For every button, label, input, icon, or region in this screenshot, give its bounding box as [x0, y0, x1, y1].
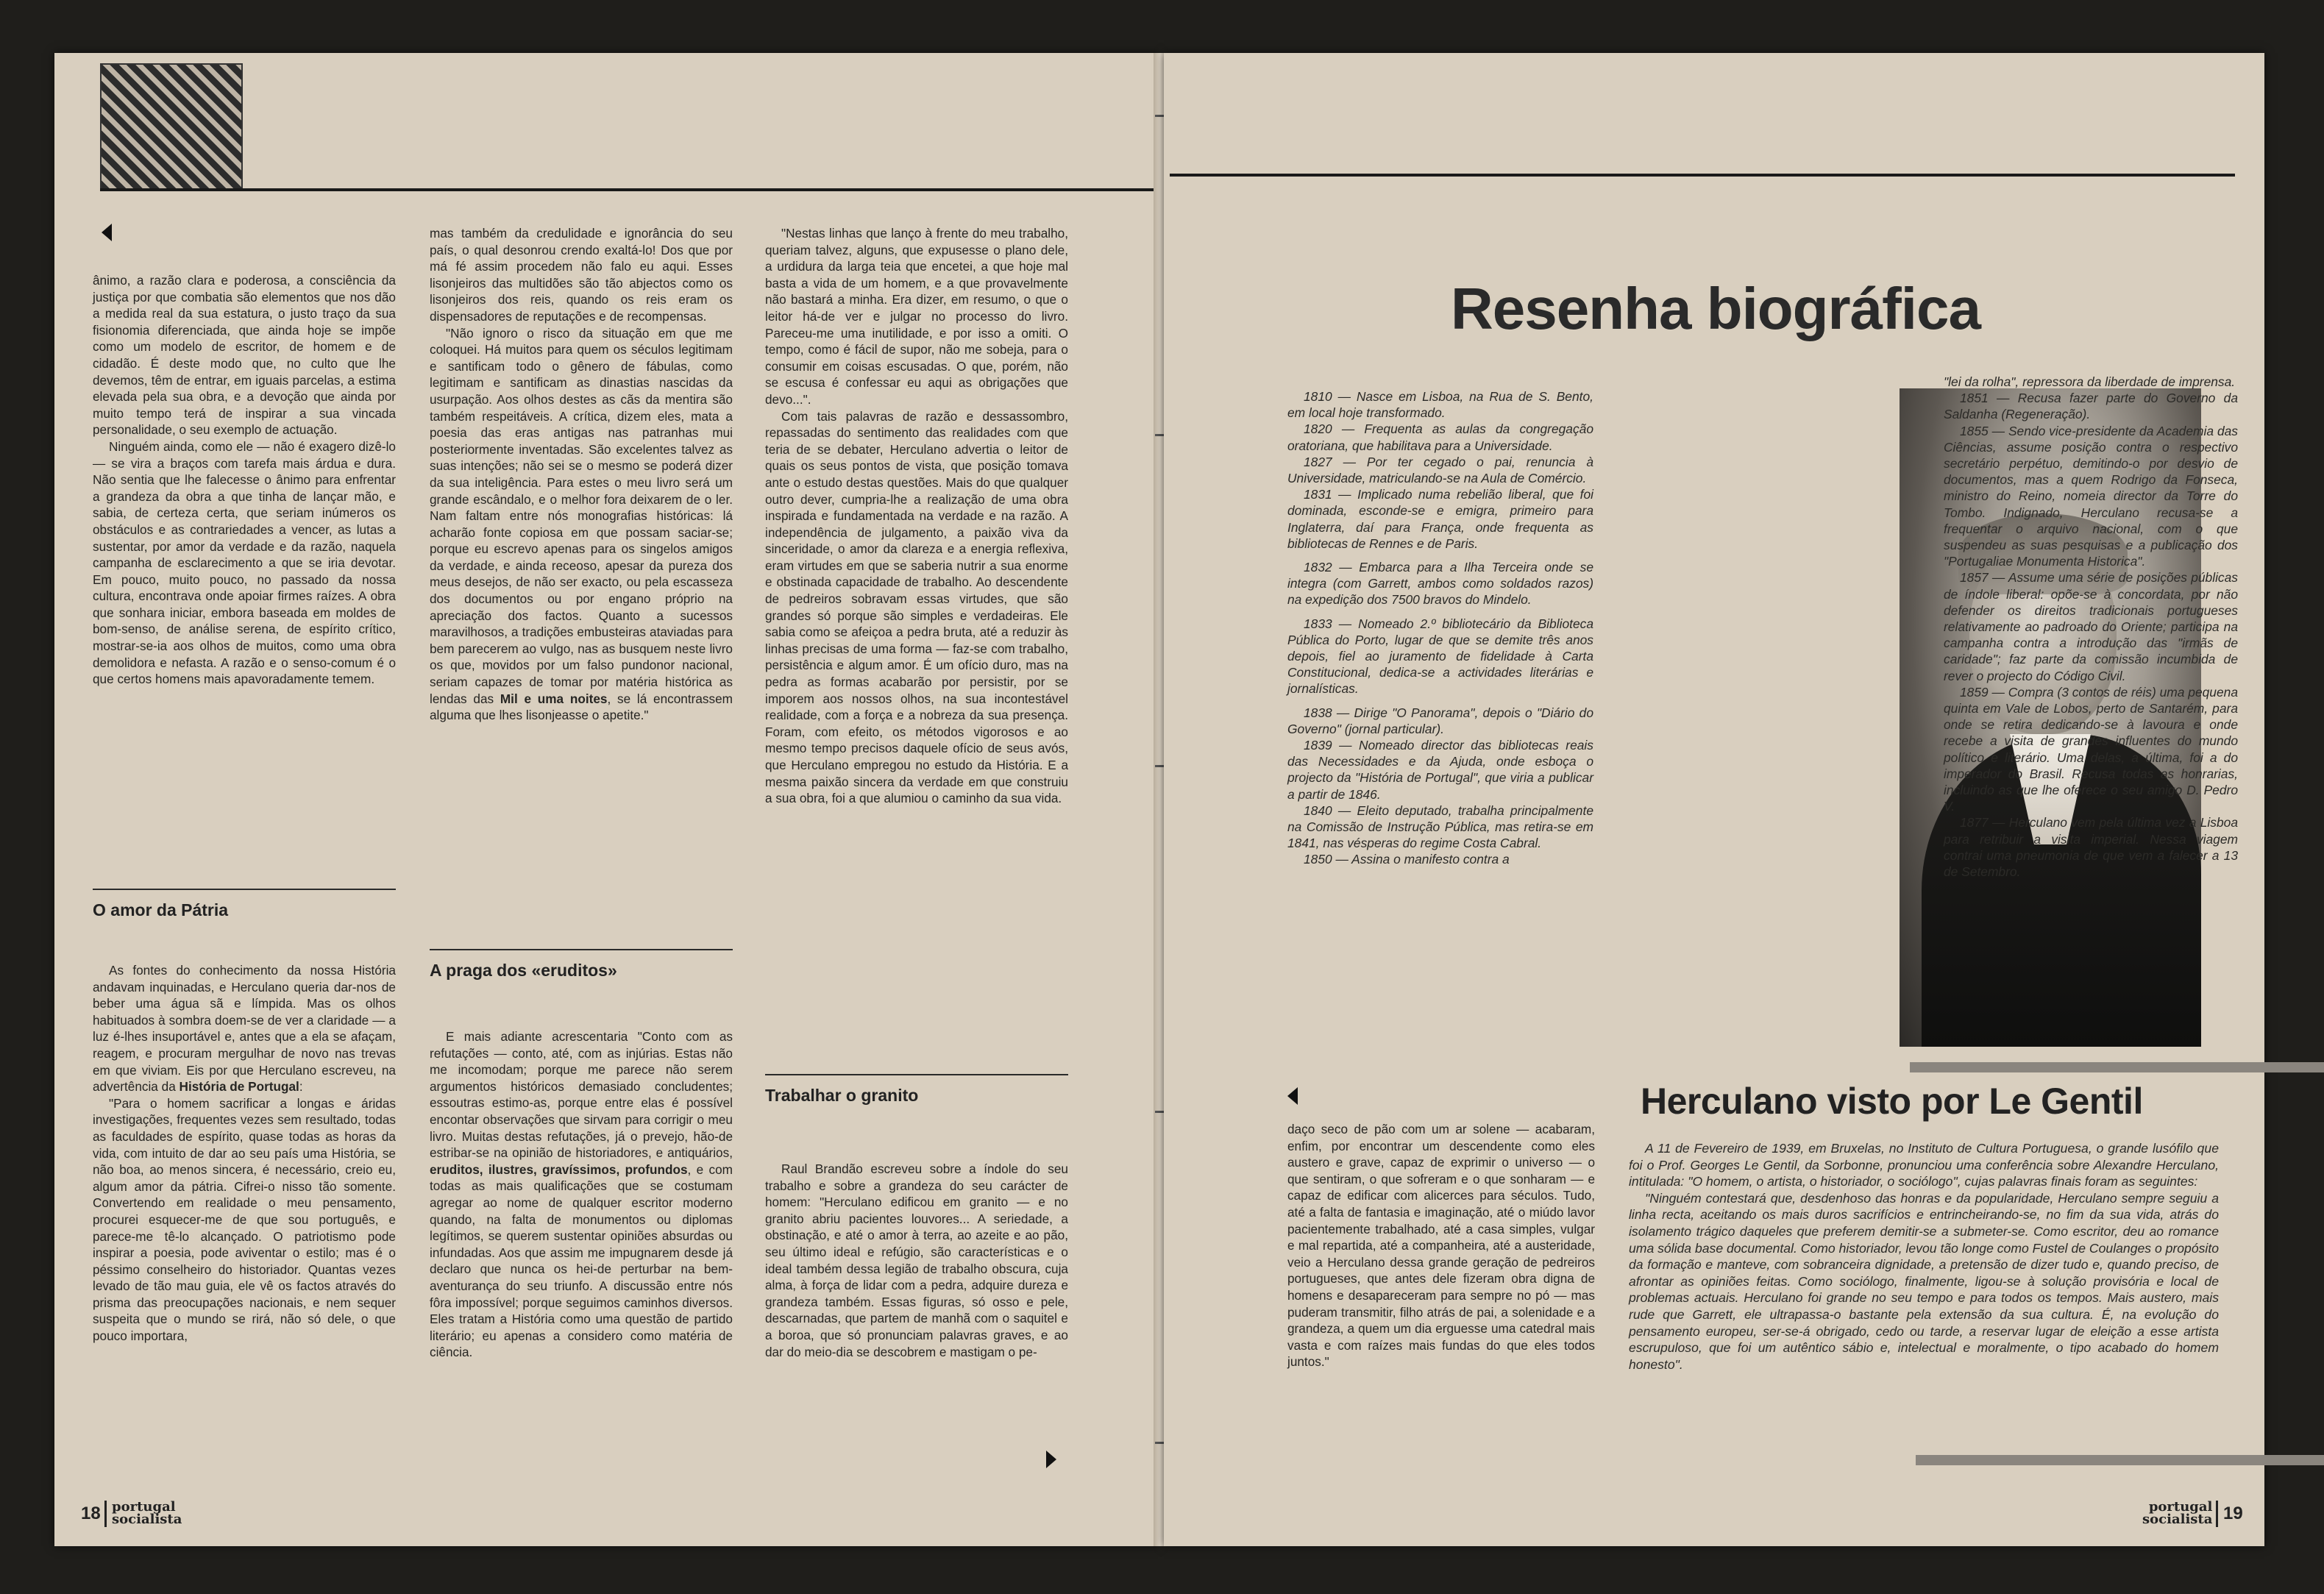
- col2-paragraph: E mais adiante acrescentaria "Conto com as refutações — conto, até, com as injúrias. Estas não me incomodam; porque me parece não serem argumentos históricos demasiado concludentes; essoutras estimo-as, porque entre elas é possível encontar observações que sirvam para corrigir o meu livro. Muitas destas refutações, já o prevejo, hão-de estribar-se na opinião de historiadores, e antiquários, eruditos, ilustres, gravíssimos, profundos, e com todas as mais qualificações que se costumam agregar ao nome de qualquer escritor moderno quando, na falta de monumentos ou diplomas legítimos, se querem sustentar opiniões absurdas ou infundadas. Aos que assim me impugnarem desde já declaro que nunca os hei-de perturbar na bem-aventurança do seu triunfo. A discussão entre nós fôra impossível; porque seguimos caminhos diversos. Eles tratam a História como uma questão de partido literário; eu apenas a considero como matéria de ciência.: [430, 1029, 733, 1360]
- bio-column-1: [1287, 388, 1593, 868]
- bio-entry: 1833 — Nomeado 2.º bibliotecário da Biblioteca Pública do Porto, lugar de que se demite três anos depois, fiel ao juramento de fidelidade à Carta Constitucional, dedica-se a actividades literárias e jornalísticas.: [1287, 616, 1593, 697]
- section-bar: [1910, 1062, 2324, 1072]
- column-3: [765, 225, 1068, 807]
- column-3b: [765, 1161, 1068, 1360]
- bio-entry: 1827 — Por ter cegado o pai, renuncia à Universidade, matriculando-se na Aula de Comércio.: [1287, 454, 1593, 486]
- col2-paragraph: mas também da credulidade e ignorância do seu país, o qual desonrou crendo exaltá-lo! Dos que por má fé assim procedem não falo eu aqui. Esses lisonjeiros das multidões são tão abjectos como os lisonjeiros dos reis, quando os reis eram os dispensadores de reputações e de recompensas.: [430, 226, 733, 324]
- left-page: [54, 53, 1158, 1546]
- le-gentil-text: [1629, 1140, 2219, 1373]
- bio-entry: 1840 — Eleito deputado, trabalha principalmente na Comissão de Instrução Pública, mas retira-se em 1841, nas vésperas do regime Costa Cabral.: [1287, 803, 1593, 851]
- le-gentil-paragraph: "Ninguém contestará que, desdenhoso das honras e da popularidade, Herculano sempre seguiu a linha recta, aceitando os mais duros sacrifícios e entrincheirando-se, no fim da sua vida, atrás do isolamento trágico daqueles que preferem demitir-se a submeter-se. Como escritor, deu ao romance uma sólida base documental. Como historiador, levou tão longe como Fustel de Coulanges o propósito da formação e manteve, com sobranceira dignidade, a pretensão de dizer tudo e, quando preciso, de afrontar as opiniões feitas. Como sociólogo, finalmente, ligou-se à solução provisória e local de problemas actuais. Herculano foi grande no seu tempo e para todos os tempos. Mais austero, mais rude que Garrett, ele ultrapassa-o bastante pela extensão da sua cultura. É, na evolução do pensamento europeu, ser-se-á obrigado, cedo ou tarde, a reservar lugar de eleição a esse artista escrupuloso, que foi um autêntico sábio e, intelectual e moralmente, o tipo acabado do homem honesto".: [1629, 1190, 2219, 1372]
- bio-column-2: [1944, 374, 2238, 880]
- page-title: Resenha biográfica: [1451, 276, 1981, 341]
- col1-paragraph: "Para o homem sacrificar a longas e áridas investigações, frequentes vezes sem resultado, todas as faculdades de espírito, quase todas as horas da vida, com intuito de dar ao seu país uma História, se não boa, ao menos sincera, é necessário, creio eu, algum amor da pátria. Cifrei-o nisso tão somente. Convertendo em realidade o meu pensamento, procurei esquecer-me de que sou português, e parece-me tê-lo alcançado. O patriotismo pode inspirar a poesia, pode aviventar o estilo; mas é o péssimo conselheiro do historiador. Quantas vezes levado de tão mau guia, ele vê os factos através do prisma das preocupações nacionais, e nem sequer suspeita que o mundo se rirá, não só dele, o que pouco importara,: [93, 1095, 396, 1344]
- folio-divider: [104, 1501, 107, 1527]
- bio-entry: 1810 — Nasce em Lisboa, na Rua de S. Bento, em local hoje transformado.: [1287, 389, 1593, 421]
- continued-paragraph: daço seco de pão com um ar solene — acabaram, enfim, por encontrar um descendente como eles austero e grave, capaz de exprimir o universo — o que sentiram, o que sofreram e o que sonharam — e capaz de edificar com alicerces para séculos. Tudo, até a falta de fantasia e imaginação, até o miúdo lavor pacientemente trabalhado, até a casa simples, vulgar e mal repartida, até a companheira, até a austeridade, veio a Herculano dessa grande geração de pedreiros portugueses, que antes dele fizeram obra digna de homens e desapareceram para sempre no pó — mas puderam transmitir, filho atrás de pai, a solenidade e a grandeza, a quem um dia erguesse uma catedral mais vasta e com raízes mais fundas do que eles todos juntos.": [1287, 1122, 1595, 1370]
- bio-entry: 1859 — Compra (3 contos de réis) uma pequena quinta em Vale de Lobos, perto de Santarém, para onde se retira dedicando-se à lavoura e onde recebe a visita de grandes influentes do mundo político e literário. Uma delas, a última, foi a do imperador do Brasil. Recusa todas as honrarias, incluindo as que lhe oferece o seu amigo D. Pedro V.: [1944, 684, 2238, 814]
- col3-paragraph: "Nestas linhas que lanço à frente do meu trabalho, queriam talvez, alguns, que expusesse o plano dele, a urdidura da larga teia que encetei, a que hoje mal basta a vida de um homem, e a que provavelmente não bastará a minha. Era dizer, em resumo, o que o leitor há-de ver e julgar no processo do livro. Pareceu-me uma inutilidade, e por isso a omiti. O tempo, como é fácil de supor, não me sobeja, para o consumir em coisas escusadas. O que, porém, não se escusa é confessar eu aqui as obrigações que devo...".: [765, 226, 1068, 407]
- bio-entry: 1850 — Assina o manifesto contra a: [1304, 852, 1510, 867]
- publication-logo: portugal socialista: [112, 1499, 182, 1527]
- section-heading-trabalhar-granito: Trabalhar o granito: [765, 1086, 919, 1105]
- page-number: 19: [2223, 1504, 2243, 1523]
- page-number: 18: [81, 1504, 101, 1523]
- le-gentil-paragraph: A 11 de Fevereiro de 1939, em Bruxelas, no Instituto de Cultura Portuguesa, o grande lusófilo que foi o Prof. Georges Le Gentil, da Sorbonne, pronunciou uma conferência sobre Alexandre Herculano, intitulada: "O homem, o artista, o historiador, o sociólogo", cujas palavras finais foram as seguintes:: [1629, 1141, 2219, 1189]
- bio-entry: 1851 — Recusa fazer parte do Governo da Saldanha (Regeneração).: [1944, 391, 2238, 422]
- continuation-arrow-icon: [1287, 1087, 1298, 1105]
- column-2b: [430, 1028, 733, 1361]
- bio-entry: 1820 — Frequenta as aulas da congregação oratoriana, que habilitava para a Universidade.: [1287, 421, 1593, 453]
- photo-collage: [100, 63, 243, 191]
- col1-paragraph: As fontes do conhecimento da nossa História andavam inquinadas, e Herculano queria dar-nos de beber uma água sã e límpida. Mas os olhos habituados à sombra doem-se de ver a claridade — a luz é-lhes insuportável e, antes que a ela se afaçam, reagem, e procuram mergulhar de novo nas trevas em que viviam. Eis por que Herculano escreveu, na advertência da História de Portugal:: [93, 963, 396, 1095]
- section-heading-praga-eruditos: A praga dos «eruditos»: [430, 961, 617, 980]
- col2-paragraph: "Não ignoro o risco da situação em que me coloquei. Há muitos para quem os séculos legitimam e santificam todo o gênero de fábulas, como legitimam e santificam as dinastias nascidas da usurpação. Aos olhos destes as cãs da mentira são também respeitáveis. A crítica, dizem eles, mata a poesia das eras antigas nas patranhas mui posteriormente inventadas. São excelentes talvez as suas intenções; não sei se o mesmo se poderá dizer da sua inteligência. Para estes o meu livro será um grande escândalo, e o melhor fora deixarem de o ler. Nam faltam entre nós monografias históricas: lá acharão fonte copiosa em que possam saciar-se; porque eu escrevo apenas para os singelos amigos da verdade, e ainda receoso, apesar da pureza dos meus desejos, de não ser exacto, ou pela escasseza dos documentos ou por engano próprio na apreciação dos factos. Quanto a sucessos maravilhosos, a tradições embusteiras ataviadas para bem parecerem ao vulgo, nas as busquem neste livro os que, movidos por um falso pundonor nacional, seriam capazes de tomar por matéria histórica as lendas das Mil e uma noites, se lá encontrassem alguma que lhes lisonjeasse o apetite.": [430, 325, 733, 723]
- top-rule: [1170, 174, 2235, 177]
- top-rule: [100, 188, 1158, 191]
- right-page: [1164, 53, 2264, 1546]
- continued-column: [1287, 1121, 1595, 1370]
- column-1: [93, 272, 396, 688]
- bio-entry: 1857 — Assume uma série de posições públicas de índole liberal: opõe-se à concordata, por não defender os direitos tradicionais portugueses relativamente ao padroado do Oriente; participa na campanha contra a introdução das "irmãs de caridade"; faz parte da comissão incumbida de rever o projecto do Código Civil.: [1944, 570, 2238, 683]
- bio-entry: 1877 — Herculano vem pela última vez a Lisboa para retribuir a visita imperial. Nessa viagem contrai uma pneumonia de que vem a falecer a 13 de Setembro.: [1944, 815, 2238, 880]
- section-bar: [1916, 1455, 2324, 1465]
- bio-entry: 1838 — Dirige "O Panorama", depois o "Diário do Governo" (jornal particular).: [1287, 705, 1593, 736]
- bio-entry: "lei da rolha", repressora da liberdade de imprensa.: [1944, 374, 2236, 389]
- next-page-arrow-icon: [1046, 1451, 1056, 1468]
- bio-entry: 1832 — Embarca para a Ilha Terceira onde se integra (com Garrett, ambos como soldados razos) na expedição dos 7500 bravos do Mindelo.: [1287, 560, 1593, 608]
- col3-paragraph: Raul Brandão escreveu sobre a índole do seu trabalho e sobre a grandeza do seu carácter de homem: "Herculano edificou em granito — e no granito abriu pacientes louvores... A seriedade, a obstinação, e até o amor à terra, ao azeite e ao pão, seu último ideal e refúgio, são características e o ideal também dessa legião de trabalho obscura, cuja alma, à força de lidar com a pedra, adquire dureza e grandeza também. Essas figuras, só osso e pele, descarnadas, que partem de manhã com o saquitel e a boroa, que só pronunciam palavras graves, e ao dar do meio-dia se descobrem e mastigam o pe-: [765, 1161, 1068, 1359]
- folio-divider: [2216, 1501, 2218, 1527]
- col1-paragraph: ânimo, a razão clara e poderosa, a consciência da justiça por que combatia são elementos que nos dão a medida real da sua estatura, o justo traço da sua fisionomia diferenciada, que ainda hoje se impõe como um modelo de escritor, de homem e de cidadão. É deste modo que, no culto que lhe devemos, têm de entrar, em iguais parcelas, a estima elevada pela sua obra, e a devoção que ainda por muito tempo terá de inspirar a sua vincada personalidade, o seu exemplo de actuação.: [93, 273, 396, 438]
- bio-entry: 1831 — Implicado numa rebelião liberal, que foi dominada, esconde-se e emigra, primeiro para Inglaterra, daí para França, onde frequenta as bibliotecas de Rennes e de Paris.: [1287, 487, 1593, 551]
- bio-entry: 1855 — Sendo vice-presidente da Academia das Ciências, assume posição contra o respectivo secretário perpétuo, demitindo-o por desvio de documentos, mas a quem Rodrigo da Fonseca, ministro do Reino, nomeia director da Torre do Tombo. Indignado, Herculano recusa-se a frequentar o arquivo nacional, com o que suspendeu as suas pesquisas e a publicação dos "Portugaliae Monumenta Historica".: [1944, 423, 2238, 569]
- section-rule: [765, 1074, 1068, 1075]
- column-1b: [93, 962, 396, 1345]
- continuation-arrow-icon: [102, 224, 112, 241]
- col3-paragraph: Com tais palavras de razão e dessassombro, repassadas do sentimento das realidades com que teria de se debater, Herculano advertia o leitor de quais os seus pontos de vista, que posição tomava ante o estudo destas questões. Mais do que qualquer outro dever, cumpria-lhe a realização de uma obra inspirada e fundamentada na verdade e na razão. A independência de julgamento, a paixão viva da sinceridade, o amor da clareza e a energia reflexiva, eram virtudes em que se saberia nutrir a sua enorme e obstinada capacidade de trabalho. Ao descendente de pedreiros sobravam essas virtudes, que são grandes só porque são simples e verdadeiras. Ele sabia como se afeiçoa a pedra bruta, até a reduzir às linhas precisas de uma forma — faz-se com trabalho, persistência e algum amor. É um ofício duro, mas na pedra as formas acabarão por persistir, por se imporem aos nossos olhos, na sua incontestável realidade, com a força e a nobreza da sua presença. Foram, com efeito, os métodos vigorosos e ao mesmo tempo precisos daquele ofício de seus avós, que Herculano empregou no estudo da História. E a mesma paixão sincera da verdade em que construiu a sua obra, foi a que alumiou o caminho da sua vida.: [765, 408, 1068, 806]
- section-rule: [430, 949, 733, 950]
- column-2: [430, 225, 733, 724]
- section-heading-amor-patria: O amor da Pátria: [93, 900, 229, 919]
- section-rule: [93, 889, 396, 890]
- publication-logo: portugal socialista: [2142, 1499, 2213, 1527]
- col1-paragraph: Ninguém ainda, como ele — não é exagero dizê-lo — se vira a braços com tarefa mais árdua e dura. Não sentia que lhe falecesse o ânimo para enfrentar a grandeza da obra a que tinha de lançar mão, e sabia, de certeza certa, que seriam inúmeros os obstáculos e as contrariedades a vencer, as lutas a sustentar, por amor da verdade e da razão, naquela campanha de esclarecimento a que se iria devotar. Em pouco, muito pouco, no passado da nossa cultura, encontrava onde apoiar firmes raízes. A obra que sonhara iniciar, embora baseada em moldes de bom-senso, de análise serena, de espírito crítico, mostrar-se-ia aos olhos de muitos, como uma obra demolidora e nefasta. A razão e o senso-comum é o que certos homens mais apavoradamente temem.: [93, 438, 396, 687]
- bio-entry: 1839 — Nomeado director das bibliotecas reais das Necessidades e da Ajuda, onde esboça o projecto da "História de Portugal", que viria a publicar a partir de 1846.: [1287, 738, 1593, 802]
- section-title-le-gentil: Herculano visto por Le Gentil: [1641, 1081, 2143, 1122]
